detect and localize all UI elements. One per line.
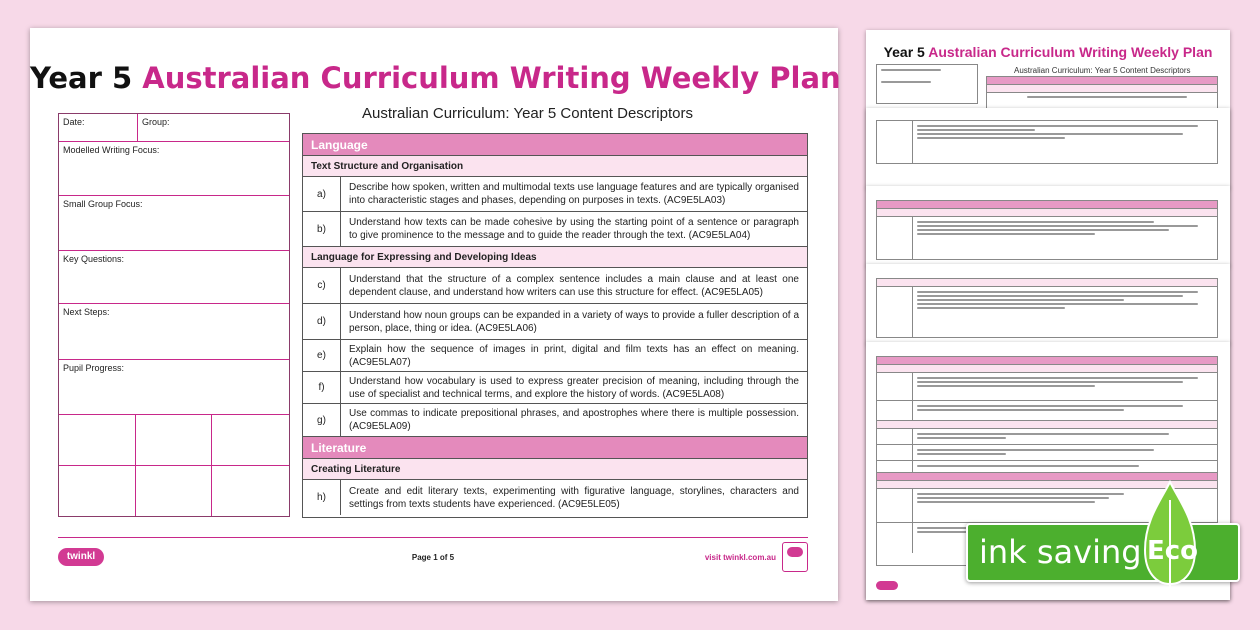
row-letter: e) (303, 340, 341, 371)
section-language: Language (303, 134, 807, 156)
quality-badge-icon (782, 542, 808, 572)
date-group-row (59, 114, 289, 142)
row-letter: c) (303, 268, 341, 303)
table-row (303, 177, 807, 212)
modelled-writing-field[interactable]: Modelled Writing Focus: (59, 142, 289, 196)
page-title (30, 61, 841, 95)
progress-box[interactable] (59, 466, 136, 516)
table-row (303, 372, 807, 404)
row-letter: d) (303, 304, 341, 339)
small-group-field[interactable]: Small Group Focus: (59, 196, 289, 251)
twinkl-logo: twinkl (58, 548, 104, 566)
footer-url[interactable]: visit twinkl.com.au (704, 553, 776, 562)
group-field[interactable]: Group: (142, 117, 170, 127)
key-questions-field[interactable]: Key Questions: (59, 251, 289, 304)
next-steps-field[interactable]: Next Steps: (59, 304, 289, 360)
row-text: Describe how spoken, written and multimodal texts use language features and are typically organised into characteristic stages and phases, depending on purposes in texts. (AC9E5LA03) (349, 182, 799, 206)
descriptors-subtitle: Australian Curriculum: Year 5 Content Descriptors (362, 105, 693, 122)
subsection-creating-literature: Creating Literature (303, 459, 807, 480)
table-row (303, 340, 807, 372)
section-literature: Literature (303, 437, 807, 459)
thumb-title-plan: Australian Curriculum Writing Weekly Plan (928, 44, 1213, 60)
table-row (303, 480, 807, 515)
row-text: Create and edit literary texts, experimenting with figurative language, storylines, characters and settings from texts students have experienced. (AC9E5LE05) (349, 485, 799, 510)
row-letter: g) (303, 404, 341, 436)
progress-box[interactable] (212, 466, 289, 516)
thumbnail-page-4[interactable] (866, 264, 1230, 344)
table-row (303, 212, 807, 247)
page-number: Page 1 of 5 (411, 553, 455, 562)
thumbnail-page-2[interactable] (866, 108, 1230, 188)
row-letter: a) (303, 177, 341, 211)
row-text: Understand how texts can be made cohesive by using the starting point of a sentence or paragraph to give prominence to the message and to guide the reader through the text. (AC9E5LA04) (349, 217, 799, 241)
row-text: Use commas to indicate prepositional phrases, and apostrophes where there is multiple possession. (AC9E5LA09) (349, 408, 799, 432)
main-page (30, 28, 841, 601)
row-text: Understand that the structure of a complex sentence includes a main clause and at least one dependent clause, and understand how writers can use this structure for effect. (AC9E5LA05) (349, 273, 799, 298)
subsection-expressing-ideas: Language for Expressing and Developing Ideas (303, 247, 807, 268)
progress-box[interactable] (212, 415, 289, 466)
row-text: Understand how noun groups can be expanded in a variety of ways to provide a fuller description of a person, place, thing or idea. (AC9E5LA06) (349, 309, 799, 334)
ink-saving-label: ink saving (979, 533, 1142, 571)
planning-grid (58, 113, 290, 517)
row-letter: b) (303, 212, 341, 246)
progress-box[interactable] (59, 415, 136, 466)
progress-box[interactable] (136, 466, 213, 516)
title-plan: Australian Curriculum Writing Weekly Plan (142, 61, 841, 95)
thumb-left-grid (876, 64, 978, 104)
pupil-progress-field[interactable]: Pupil Progress: (59, 360, 289, 415)
progress-boxes (59, 415, 289, 516)
thumbnail-page-3[interactable] (866, 186, 1230, 266)
thumb-title-year: Year 5 (883, 44, 925, 60)
thumb-table (876, 200, 1218, 260)
table-row (303, 268, 807, 304)
thumb-table (876, 278, 1218, 338)
subsection-text-structure: Text Structure and Organisation (303, 156, 807, 177)
table-row (303, 404, 807, 437)
date-field[interactable]: Date: (59, 114, 138, 141)
row-letter: f) (303, 372, 341, 403)
table-row (303, 304, 807, 340)
thumb-title (866, 44, 1230, 60)
row-text: Explain how the sequence of images in print, digital and film texts has an effect on meaning. (AC9E5LA07) (349, 343, 799, 368)
row-text: Understand how vocabulary is used to express greater precision of meaning, including through the use of specialist and technical terms, and explore the history of words. (AC9E5LA08) (349, 375, 799, 400)
eco-label: Eco (1147, 536, 1199, 566)
thumb-logo-icon (876, 581, 898, 590)
title-year: Year 5 (30, 61, 133, 95)
page-footer (58, 537, 808, 581)
thumb-table (986, 76, 1218, 110)
thumb-subtitle: Australian Curriculum: Year 5 Content Descriptors (1014, 66, 1191, 75)
progress-box[interactable] (136, 415, 213, 466)
ink-saving-eco-badge (966, 480, 1240, 600)
thumb-table (876, 120, 1218, 164)
descriptors-table (302, 133, 808, 518)
row-letter: h) (303, 480, 341, 515)
